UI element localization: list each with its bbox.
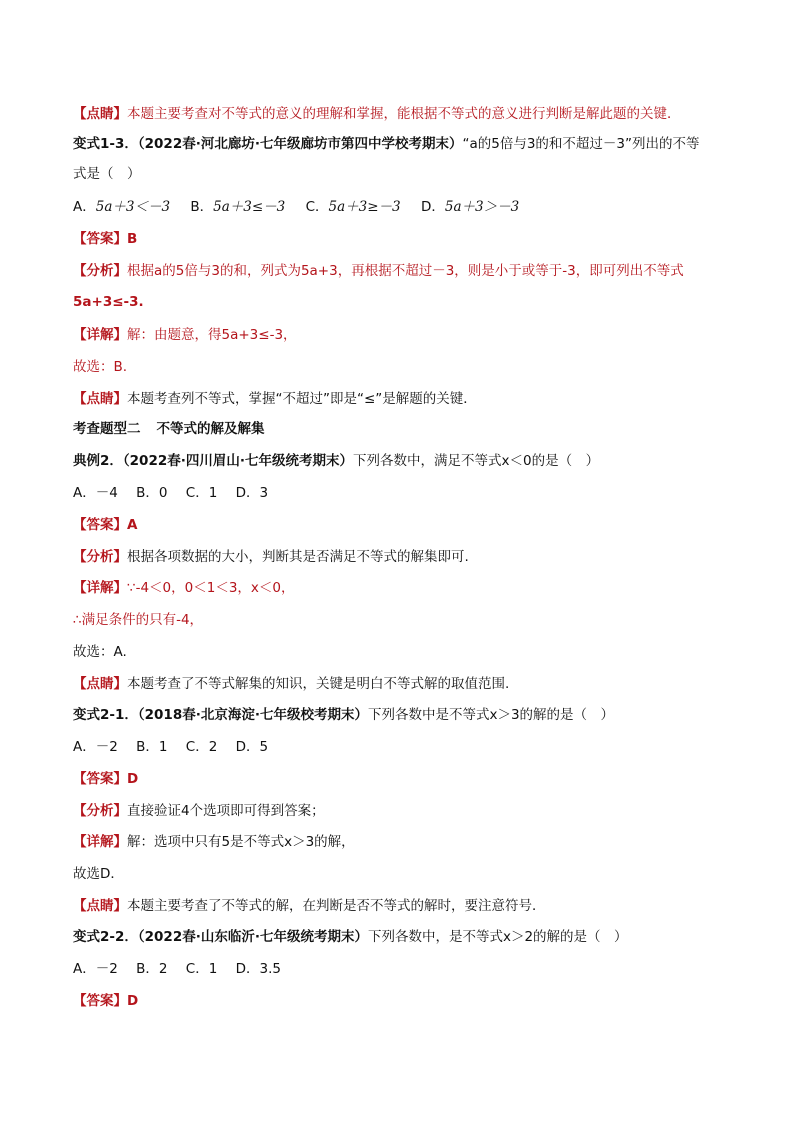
comment-text: 本题考查了不等式解集的知识，关键是明白不等式解的取值范围. [127, 676, 510, 692]
analysis-text: 直接验证4个选项即可得到答案； [127, 803, 325, 819]
question-text: “a的5倍与3的和不超过－3”列出的不等 [462, 136, 700, 152]
question-text-continued [73, 164, 734, 184]
choice-text: 故选D． [73, 866, 124, 882]
answer-tag: 【答案】 [73, 517, 127, 533]
option-c: C．1 [185, 961, 218, 977]
question-text: 下列各数中是不等式x＞3的解的是（ ） [367, 707, 615, 723]
option-d: D．3 [235, 485, 269, 501]
choice-text: 故选：B. [73, 359, 128, 375]
answer-line [73, 991, 734, 1011]
solution-continued [73, 610, 734, 630]
question-number: 变式2-2． [73, 929, 138, 945]
answer-value: B [127, 231, 138, 247]
option-c-expr: 5a＋3≥－3 [328, 199, 401, 215]
option-d-label: D． [420, 199, 445, 215]
analysis-tag: 【分析】 [73, 263, 127, 279]
solution-line [73, 578, 734, 598]
section-heading [73, 419, 734, 439]
question-source: （2018春·北京海淀·七年级校考期末） [137, 707, 368, 723]
solution-tag: 【详解】 [73, 327, 127, 343]
question-text: 下列各数中，是不等式x＞2的解的是（ ） [367, 929, 628, 945]
choice-text: 故选：A. [73, 644, 127, 660]
question-source: （2022春·四川眉山·七年级统考期末） [122, 453, 353, 469]
answer-value: D [127, 993, 139, 1009]
choice-line [73, 864, 734, 884]
analysis-line [73, 547, 734, 567]
answer-value: A [127, 517, 138, 533]
solution-text: 解：由题意，得5a+3≤-3， [127, 327, 297, 343]
option-b: B．2 [136, 961, 168, 977]
option-c-label: C． [305, 199, 329, 215]
option-b-label: B． [190, 199, 214, 215]
question-title-line [73, 451, 734, 471]
analysis-tag: 【分析】 [73, 549, 127, 565]
solution-line [73, 325, 734, 345]
comment-text: 本题主要考查了不等式的解，在判断是否不等式的解时，要注意符号． [127, 898, 546, 914]
question-title-line [73, 134, 734, 154]
answer-line [73, 769, 734, 789]
analysis-continued [73, 292, 734, 312]
solution-text: 解：选项中只有5是不等式x＞3的解， [127, 834, 355, 850]
choice-line [73, 642, 734, 662]
comment-tag: 【点睛】 [73, 676, 127, 692]
question-source: （2022春·河北廊坊·七年级廊坊市第四中学校考期末） [137, 136, 463, 152]
section-number: 考查题型二 [73, 421, 141, 437]
analysis-line [73, 801, 734, 821]
solution-text: ∴满足条件的只有-4， [73, 612, 204, 628]
solution-tag: 【详解】 [73, 834, 127, 850]
answer-tag: 【答案】 [73, 771, 127, 787]
options-line [73, 737, 734, 757]
answer-tag: 【答案】 [73, 231, 127, 247]
answer-line [73, 229, 734, 249]
option-a: A．－4 [73, 485, 118, 501]
solution-line [73, 832, 734, 852]
comment-line [73, 389, 734, 409]
comment-tag: 【点睛】 [73, 898, 127, 914]
options-line [73, 483, 734, 503]
option-c: C．1 [185, 485, 218, 501]
option-b: B．1 [136, 739, 168, 755]
options-line [73, 197, 734, 217]
comment-line [73, 674, 734, 694]
analysis-text: 根据a的5倍与3的和，列式为5a+3，再根据不超过－3，则是小于或等于-3，即可列出不等式 [127, 263, 684, 279]
option-d: D．5 [235, 739, 269, 755]
answer-tag: 【答案】 [73, 993, 127, 1009]
analysis-line [73, 261, 734, 281]
option-b: B．0 [136, 485, 168, 501]
comment-text: 本题主要考查对不等式的意义的理解和掌握，能根据不等式的意义进行判断是解此题的关键． [127, 106, 681, 122]
question-title-line [73, 927, 734, 947]
analysis-text: 根据各项数据的大小，判断其是否满足不等式的解集即可. [127, 549, 469, 565]
question-title-line [73, 705, 734, 725]
option-d: D．3.5 [235, 961, 281, 977]
analysis-text: 5a+3≤-3. [73, 294, 144, 310]
option-a: A．－2 [73, 739, 118, 755]
solution-text: ∵-4＜0，0＜1＜3，x＜0， [127, 580, 295, 596]
comment-tag: 【点睛】 [73, 391, 127, 407]
comment-line [73, 896, 734, 916]
question-number: 变式1-3． [73, 136, 138, 152]
question-number: 变式2-1． [73, 707, 138, 723]
question-text: 下列各数中，满足不等式x＜0的是（ ） [353, 453, 600, 469]
answer-line [73, 515, 734, 535]
solution-tag: 【详解】 [73, 580, 127, 596]
choice-line [73, 357, 734, 377]
option-c: C．2 [185, 739, 218, 755]
comment-tag: 【点睛】 [73, 106, 127, 122]
question-number: 典例2． [73, 453, 123, 469]
option-b-expr: 5a＋3≤－3 [213, 199, 286, 215]
option-a: A．－2 [73, 961, 118, 977]
section-title: 不等式的解及解集 [156, 421, 265, 437]
answer-value: D [127, 771, 139, 787]
question-source: （2022春·山东临沂·七年级统考期末） [137, 929, 368, 945]
question-text: 式是（ ） [73, 166, 141, 182]
comment-line [73, 104, 734, 124]
analysis-tag: 【分析】 [73, 803, 127, 819]
comment-text: 本题考查列不等式，掌握“不超过”即是“≤”是解题的关键． [127, 391, 477, 407]
option-d-expr: 5a＋3＞－3 [444, 199, 520, 215]
options-line [73, 959, 734, 979]
option-a-label: A． [73, 199, 96, 215]
option-a-expr: 5a＋3＜－3 [95, 199, 171, 215]
